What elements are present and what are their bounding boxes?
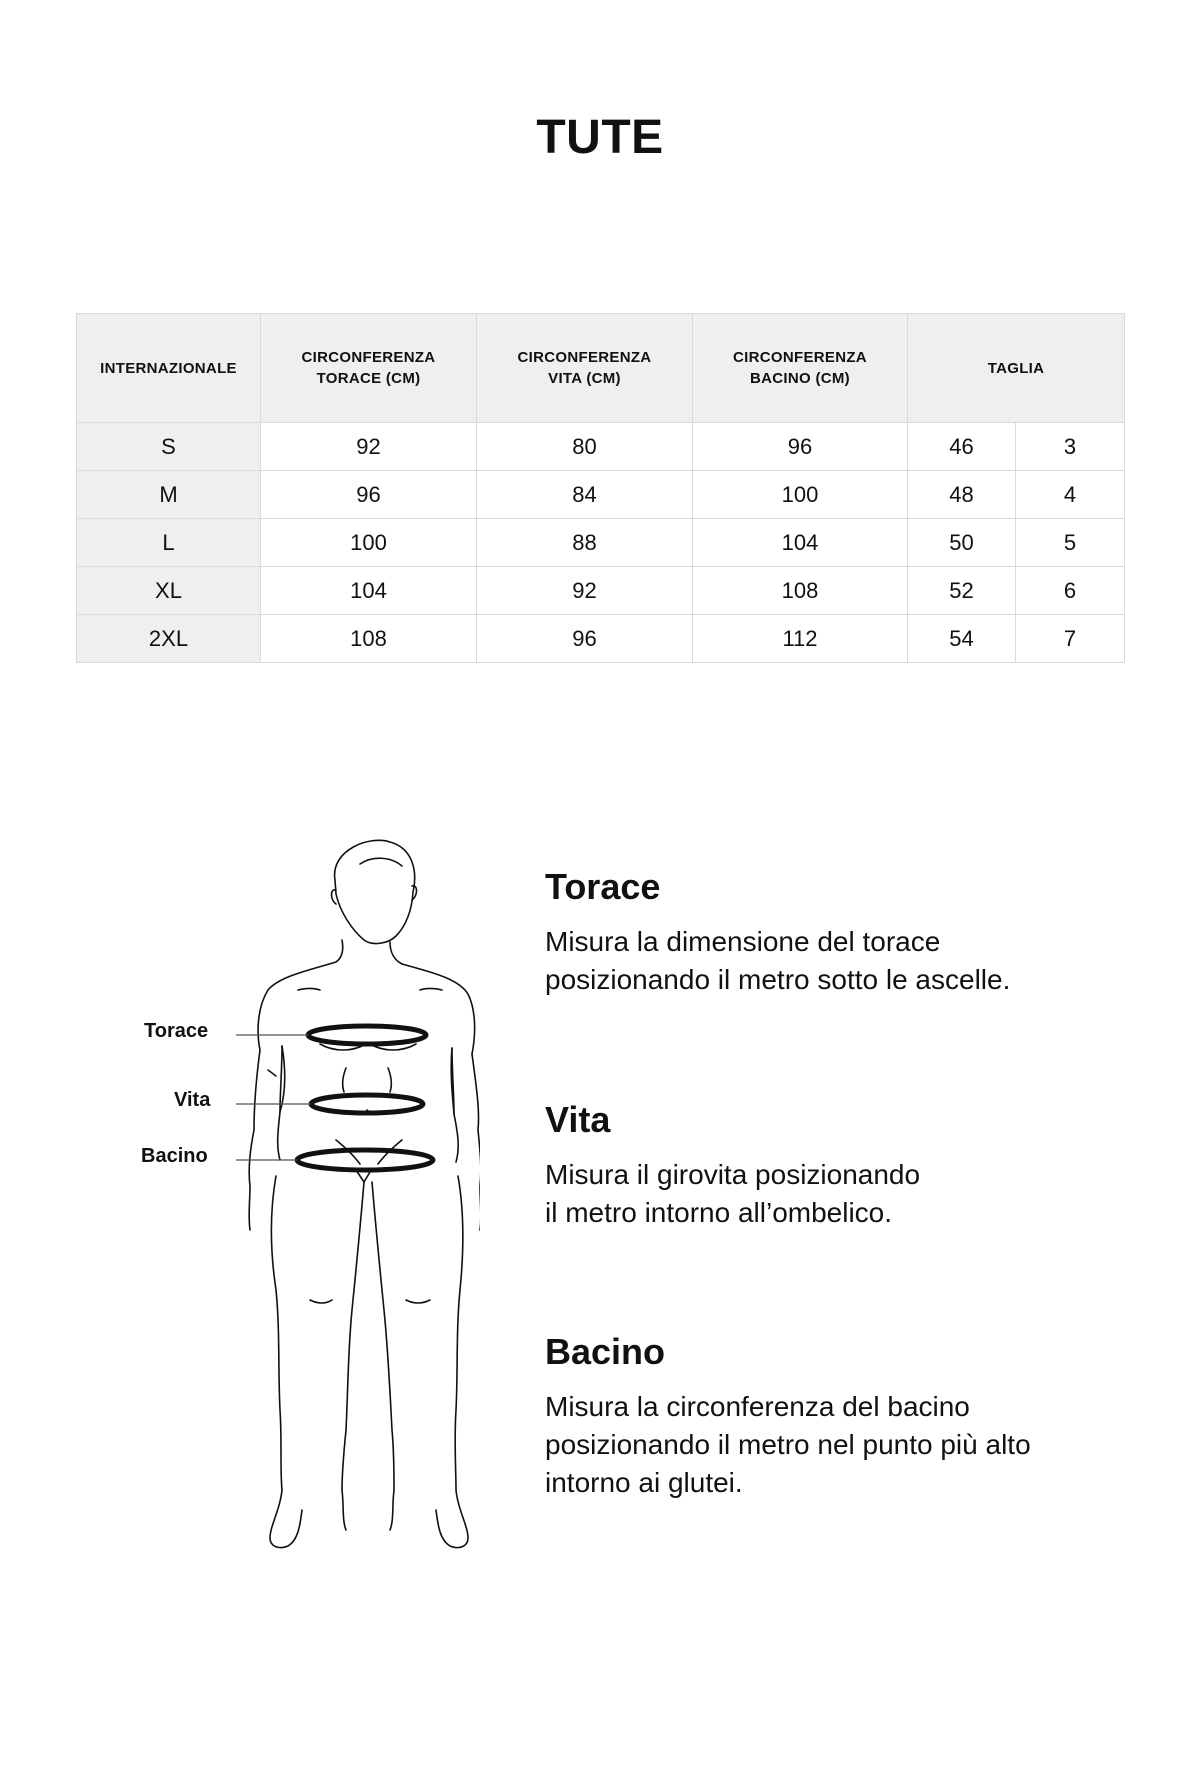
table-header-cell [261,314,477,423]
header-line: INTERNAZIONALE [100,359,237,377]
table-header-cell [693,314,908,423]
table-cell: 2XL [77,615,261,663]
body-figure [120,830,480,1570]
section-text [545,923,1105,999]
table-row [77,615,1125,663]
header-line: CIRCONFERENZA [733,349,867,366]
table-cell: 112 [693,615,908,663]
header-line: TORACE (CM) [316,370,421,387]
table-cell: 96 [477,615,693,663]
table-cell: 84 [477,471,693,519]
section-title: Torace [545,866,661,907]
section-title: Bacino [545,1331,666,1372]
table-cell: 7 [1016,615,1125,663]
table-header-row [77,314,1125,423]
table-cell: 5 [1016,519,1125,567]
label-vita: Vita [174,1089,211,1111]
section-line: Misura la circonferenza del bacino [545,1391,970,1422]
section-line: intorno ai glutei. [545,1467,743,1498]
table-cell: 4 [1016,471,1125,519]
table-row [77,471,1125,519]
table-cell: 80 [477,423,693,471]
table-cell: S [77,423,261,471]
table-cell: 92 [477,567,693,615]
size-table [76,313,1125,663]
section-text [545,1156,1105,1232]
table-cell: 46 [908,423,1016,471]
header-line: CIRCONFERENZA [301,349,436,366]
table-header-cell [477,314,693,423]
table-cell: 48 [908,471,1016,519]
table-cell: 104 [693,519,908,567]
table-row [77,423,1125,471]
chest-ring [308,1026,426,1044]
section-vita [545,1098,1105,1232]
table-cell: 104 [261,567,477,615]
table-header-cell [908,314,1125,423]
body-outline-illustration [120,830,480,1570]
section-torace [545,865,1105,999]
table-cell: 108 [693,567,908,615]
header-line: CIRCONFERENZA [517,349,652,366]
table-body [77,423,1125,663]
table-row [77,519,1125,567]
section-line: Misura la dimensione del torace [545,926,941,957]
section-bacino [545,1330,1105,1502]
table-cell: XL [77,567,261,615]
label-bacino: Bacino [141,1145,208,1167]
section-line: posizionando il metro sotto le ascelle. [545,964,1011,995]
hip-ring [297,1150,433,1170]
table-cell: 96 [693,423,908,471]
table-cell: 92 [261,423,477,471]
header-line: TAGLIA [987,359,1045,377]
table-cell: 108 [261,615,477,663]
section-title: Vita [545,1099,611,1140]
page-title: TUTE [536,111,664,164]
table-cell: 50 [908,519,1016,567]
table-row [77,567,1125,615]
table-cell: 3 [1016,423,1125,471]
label-torace: Torace [144,1020,209,1042]
section-line: posizionando il metro nel punto più alto [545,1429,1031,1460]
table-cell: 100 [261,519,477,567]
table-cell: M [77,471,261,519]
table-cell: 100 [693,471,908,519]
section-line: Misura il girovita posizionando [545,1159,921,1190]
section-line: il metro intorno all’ombelico. [545,1197,893,1228]
header-line: BACINO (CM) [750,370,850,387]
table-cell: 6 [1016,567,1125,615]
table-cell: 52 [908,567,1016,615]
header-line: VITA (CM) [548,370,621,387]
table-cell: L [77,519,261,567]
table-header-cell [77,314,261,423]
table-cell: 96 [261,471,477,519]
section-text [545,1388,1105,1502]
table-cell: 54 [908,615,1016,663]
table-cell: 88 [477,519,693,567]
